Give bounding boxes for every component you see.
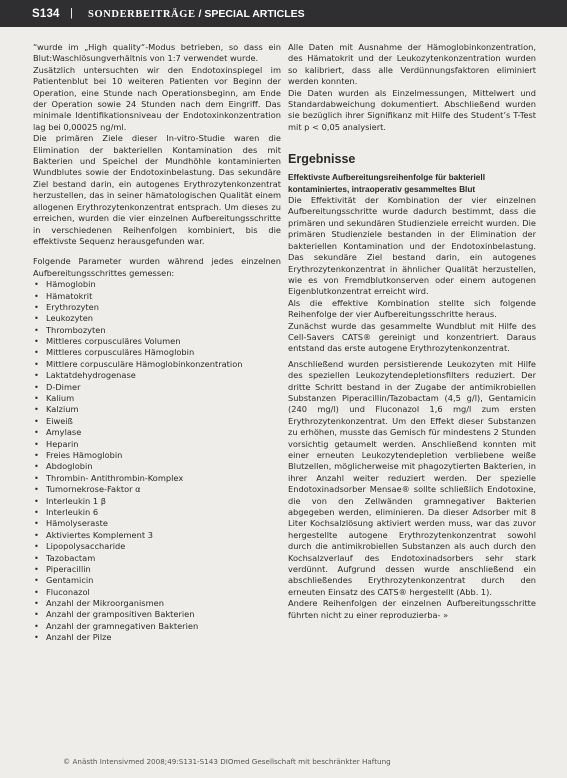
parameter-item: • Mittleres corpusculäres Volumen <box>33 336 281 347</box>
parameter-item: • Mittleres corpusculäres Hämoglobin <box>33 347 281 358</box>
section-heading: Ergebnisse <box>288 152 356 167</box>
paragraph: Andere Reihenfolgen der einzelnen Aufbereitungsschritte führten nicht zu einer reproduzierba- » <box>288 598 536 620</box>
paragraph: “wurde im „High quality“-Modus betrieben, so dass ein Blut:Waschlösungverhältnis von 1:7 verwendet wurde. <box>33 42 281 64</box>
paragraph: Alle Daten mit Ausnahme der Hämoglobinkonzentration, des Hämatokrit und der Leukozytenkonzentration wurden so kalibriert, dass alle Verdünnungsfaktoren eliminiert werden konnten. <box>288 42 536 87</box>
parameter-item: • Erythrozyten <box>33 302 281 313</box>
page-number: S134 <box>32 8 60 20</box>
parameter-item: • Anzahl der gramnegativen Bakterien <box>33 621 281 632</box>
parameter-item: • Gentamicin <box>33 575 281 586</box>
parameter-item: • Anzahl der grampositiven Bakterien <box>33 609 281 620</box>
parameter-item: • Lipopolysaccharide <box>33 541 281 552</box>
section-title-en: / SPECIAL ARTICLES <box>195 8 305 20</box>
header-separator: | <box>70 7 73 19</box>
parameter-item: • Anzahl der Pilze <box>33 632 281 643</box>
paragraph: Folgende Parameter wurden während jedes einzelnen Aufbereitungsschrittes gemessen: <box>33 256 281 278</box>
section-title-de: SONDERBEITRÄGE <box>88 9 196 20</box>
parameter-item: • Heparin <box>33 439 281 450</box>
parameter-item: • Hämatokrit <box>33 291 281 302</box>
parameter-item: • Mittlere corpusculäre Hämoglobinkonzentration <box>33 359 281 370</box>
parameter-item: • Hämoglobin <box>33 279 281 290</box>
parameter-item: • Piperacillin <box>33 564 281 575</box>
parameter-item: • Abdoglobin <box>33 461 281 472</box>
parameter-item: • Anzahl der Mikroorganismen <box>33 598 281 609</box>
paragraph: Die Effektivität der Kombination der vier einzelnen Aufbereitungsschritte wurde dadurch bestimmt, dass die primären und sekundären Studienziele erreicht wurden. Die primären Studienziele bestanden in der Elimination der bakteriellen Kontamination und der Endotoxinbelastung. Das sekundäre Ziel bestand darin, ein autogenes Erythrozytenkonzentrat in ähnlicher Qualität herzustellen, wie es von Fremdblutkonserven oder einem autogenen Eigenblutkonzentrat erreicht wird. <box>288 195 536 297</box>
paragraph: Die primären Ziele dieser In-vitro-Studie waren die Elimination der bakteriellen Kontamination des mit Bakterien und Speichel der Mundhöhle kontaminierten Wundblutes sowie der Endotoxinbelastung. Das sekundäre Ziel bestand darin, ein autogenes Erythrozytenkonzentrat herzustellen, das in seiner hämatologischen Qualität einem allogenen Erythrozytenkonzentrat entsprach. Um dieses zu erreichen, wurden die vier einzelnen Aufbereitungsschritte in verschiedenen Reihenfolgen kombiniert, bis die effektivste Sequenz herausgefunden war. <box>33 133 281 246</box>
parameter-item: • Laktatdehydrogenase <box>33 370 281 381</box>
section-title <box>88 8 305 20</box>
paragraph: Als die effektive Kombination stellte sich folgende Reihenfolge der vier Aufbereitungsschritte heraus. <box>288 297 536 320</box>
parameter-item: • Kalzium <box>33 404 281 415</box>
parameter-item: • Fluconazol <box>33 587 281 598</box>
paragraph: Anschließend wurden persistierende Leukozyten mit Hilfe des speziellen Leukozytendepletionsfilters reduziert. Der dritte Schritt bestand in der Zugabe der antimikrobiellen Substanzen Piperacillin/Tazobactam (4,5 g/l), Gentamicin (240 mg/l) und Fluconazol 1,6 mg/l zum ersten Erythrozytenkonzentrat. Um den Effekt dieser Substanzen zu erhöhen, musste das Gemisch für mindestens 2 Stunden vorsichtig getaumelt werden. Anschließend konnten mit einer erneuten Leukozytendepletion verbliebene weiße Blutzellen, möglicherweise mit phagozytierten Bakterien, in ihrer Anzahl weiter reduziert werden. Der spezielle Endotoxinadsorber Mensae® sollte schließlich Endotoxine, die von den Zellwänden gramnegativer Bakterien abgegeben werden, eliminieren. Da dieser Adsorber mit 8 Liter Kochsalzlösung aktiviert werden muss, war das zuvor hergestellte autogene Erythrozytenkonzentrat sowohl durch die antimikrobiellen Substanzen als auch durch den Kochsalzverlauf des Endotoxinadsorbers sehr stark verdünnt. Aufgrund dessen wurde anschließend ein abschließendes Erythrozytenkonzentrat durch den erneuten Einsatz des CATS® hergestellt (Abb. 1). <box>288 358 536 597</box>
parameter-item: • Freies Hämoglobin <box>33 450 281 461</box>
parameter-item: • Tumornekrose-Faktor α <box>33 484 281 495</box>
paragraph: Zusätzlich untersuchten wir den Endotoxinspiegel im Patientenblut bei 10 weiteren Patienten vor Beginn der Operation, eine Stunde nach Operationsbeginn, am Ende der Operation sowie 24 Stunden nach dem Eingriff. Das minimale Identifikationsniveau der Endotoxinkonzentration lag bei 0,00025 ng/ml. <box>33 64 281 132</box>
parameter-item: • Amylase <box>33 427 281 438</box>
parameter-item: • Leukozyten <box>33 313 281 324</box>
right-column <box>288 42 536 621</box>
parameter-item: • Thrombozyten <box>33 325 281 336</box>
parameter-item: • D-Dimer <box>33 382 281 393</box>
parameter-item: • Hämolyseraste <box>33 518 281 529</box>
left-column <box>33 42 281 644</box>
parameter-item: • Tazobactam <box>33 553 281 564</box>
parameter-item: • Thrombin- Antithrombin-Komplex <box>33 473 281 484</box>
page-header <box>0 0 567 27</box>
parameter-item: • Aktiviertes Komplement 3 <box>33 530 281 541</box>
parameter-item: • Kalium <box>33 393 281 404</box>
page-footer: © Anästh Intensivmed 2008;49:S131-S143 DIOmed Gesellschaft mit beschränkter Haftung <box>63 757 391 766</box>
paragraph: Die Daten wurden als Einzelmessungen, Mittelwert und Standardabweichung dokumentiert. Abschließend wurden sie bezüglich ihrer Signifikanz mit Hilfe des Student’s T-Test mit p < 0,05 analysiert. <box>288 87 536 132</box>
parameter-list <box>33 279 281 644</box>
parameter-item: • Interleukin 1 β <box>33 496 281 507</box>
parameter-item: • Eiweiß <box>33 416 281 427</box>
paragraph: Zunächst wurde das gesammelte Wundblut mit Hilfe des Cell-Savers CATS® gereinigt und konzentriert. Daraus entstand das erste autogene Erythrozytenkonzentrat. <box>288 320 536 354</box>
parameter-item: • Interleukin 6 <box>33 507 281 518</box>
subheading: Effektivste Aufbereitungsreihenfolge für bakteriell kontaminiertes, intraoperativ gesammeltes Blut <box>288 172 486 194</box>
